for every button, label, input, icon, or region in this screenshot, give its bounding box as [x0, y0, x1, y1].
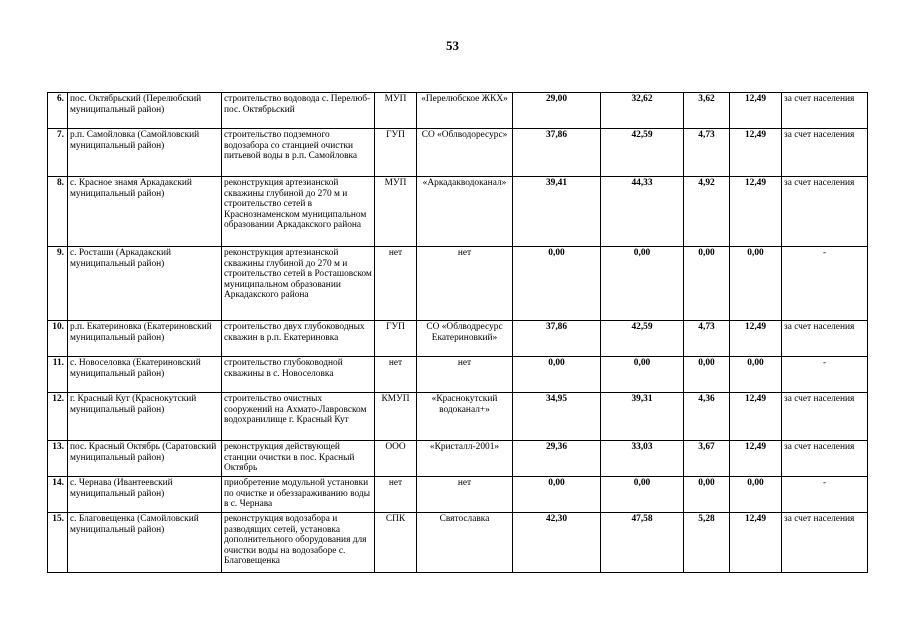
locality-cell: с. Чернава (Ивантеевский муниципальный район)	[68, 477, 222, 513]
value-1-cell: 37,86	[513, 321, 601, 357]
enterprise-cell: Святославка	[417, 513, 513, 573]
org-form-cell: МУП	[375, 93, 417, 129]
enterprise-cell: «Кристалл-2001»	[417, 441, 513, 477]
table-row	[48, 513, 868, 573]
value-1-cell: 34,95	[513, 393, 601, 441]
enterprise-cell: нет	[417, 477, 513, 513]
row-number: 14.	[48, 477, 68, 513]
table-row	[48, 357, 868, 393]
value-4-cell: 12,49	[730, 441, 782, 477]
table-body	[48, 93, 868, 573]
enterprise-cell: нет	[417, 247, 513, 321]
value-4-cell: 12,49	[730, 321, 782, 357]
work-description-cell: приобретение модульной установки по очистке и обеззараживанию воды в с. Чернава	[222, 477, 375, 513]
locality-cell: пос. Октябрьский (Перелюбский муниципальный район)	[68, 93, 222, 129]
work-description-cell: строительство водовода с. Перелюб-пос. Октябрьский	[222, 93, 375, 129]
funding-source-cell: -	[782, 247, 868, 321]
row-number: 13.	[48, 441, 68, 477]
row-number: 15.	[48, 513, 68, 573]
value-2-cell: 44,33	[601, 177, 684, 247]
row-number: 7.	[48, 129, 68, 177]
org-form-cell: нет	[375, 247, 417, 321]
value-3-cell: 3,62	[684, 93, 730, 129]
funding-source-cell: за счет населения	[782, 393, 868, 441]
enterprise-cell: «Аркадакводоканал»	[417, 177, 513, 247]
org-form-cell: нет	[375, 357, 417, 393]
value-4-cell: 12,49	[730, 393, 782, 441]
value-4-cell: 12,49	[730, 177, 782, 247]
row-number: 11.	[48, 357, 68, 393]
table-row	[48, 129, 868, 177]
org-form-cell: ГУП	[375, 321, 417, 357]
locality-cell: с. Благовещенка (Самойловский муниципальный район)	[68, 513, 222, 573]
row-number: 9.	[48, 247, 68, 321]
value-1-cell: 0,00	[513, 247, 601, 321]
value-1-cell: 39,41	[513, 177, 601, 247]
value-2-cell: 0,00	[601, 247, 684, 321]
value-1-cell: 0,00	[513, 477, 601, 513]
row-number: 8.	[48, 177, 68, 247]
org-form-cell: ООО	[375, 441, 417, 477]
enterprise-cell: «Краснокутский водоканал+»	[417, 393, 513, 441]
page-number: 53	[446, 38, 459, 53]
value-4-cell: 0,00	[730, 247, 782, 321]
value-4-cell: 12,49	[730, 129, 782, 177]
funding-source-cell: за счет населения	[782, 441, 868, 477]
work-description-cell: реконструкция артезианской скважины глубиной до 270 м и строительство сетей в Краснознаменском муниципальном образовании Аркадакского района	[222, 177, 375, 247]
funding-source-cell: за счет населения	[782, 513, 868, 573]
work-description-cell: строительство глубоководной скважины в с. Новоселовка	[222, 357, 375, 393]
table-row	[48, 321, 868, 357]
locality-cell: р.п. Самойловка (Самойловский муниципальный район)	[68, 129, 222, 177]
value-1-cell: 37,86	[513, 129, 601, 177]
funding-source-cell: за счет населения	[782, 177, 868, 247]
work-description-cell: строительство очистных сооружений на Ахмато-Лавровском водохранилище г. Красный Кут	[222, 393, 375, 441]
value-2-cell: 0,00	[601, 357, 684, 393]
value-3-cell: 4,36	[684, 393, 730, 441]
work-description-cell: строительство подземного водозабора со станцией очистки питьевой воды в р.п. Самойловка	[222, 129, 375, 177]
value-4-cell: 12,49	[730, 513, 782, 573]
work-description-cell: реконструкция действующей станции очистки в пос. Красный Октябрь	[222, 441, 375, 477]
enterprise-cell: СО «Облводоресурс»	[417, 129, 513, 177]
value-2-cell: 32,62	[601, 93, 684, 129]
locality-cell: с. Росташи (Аркадакский муниципальный район)	[68, 247, 222, 321]
value-3-cell: 0,00	[684, 477, 730, 513]
funding-source-cell: -	[782, 477, 868, 513]
org-form-cell: ГУП	[375, 129, 417, 177]
funding-source-cell: за счет населения	[782, 321, 868, 357]
table-row	[48, 177, 868, 247]
work-description-cell: реконструкция артезианской скважины глубиной до 270 м и строительство сетей в Росташовском муниципальном образовании Аркадакского района	[222, 247, 375, 321]
row-number: 12.	[48, 393, 68, 441]
table-row	[48, 477, 868, 513]
row-number: 10.	[48, 321, 68, 357]
table-row	[48, 393, 868, 441]
table-row	[48, 247, 868, 321]
enterprise-cell: «Перелюбское ЖКХ»	[417, 93, 513, 129]
value-3-cell: 4,73	[684, 129, 730, 177]
org-form-cell: нет	[375, 477, 417, 513]
funding-source-cell: за счет населения	[782, 129, 868, 177]
locality-cell: с. Красное знамя Аркадакский муниципальный район)	[68, 177, 222, 247]
value-3-cell: 5,28	[684, 513, 730, 573]
work-description-cell: реконструкция водозабора и разводящих сетей, установка дополнительного оборудования для очистки воды на водозаборе с. Благовещенка	[222, 513, 375, 573]
locality-cell: р.п. Екатериновка (Екатериновский муниципальный район)	[68, 321, 222, 357]
funding-source-cell: -	[782, 357, 868, 393]
value-3-cell: 4,92	[684, 177, 730, 247]
locality-cell: пос. Красный Октябрь (Саратовский муниципальный район)	[68, 441, 222, 477]
org-form-cell: КМУП	[375, 393, 417, 441]
row-number: 6.	[48, 93, 68, 129]
work-description-cell: строительство двух глубоководных скважин в р.п. Екатериновка	[222, 321, 375, 357]
org-form-cell: СПК	[375, 513, 417, 573]
value-1-cell: 29,00	[513, 93, 601, 129]
table-row	[48, 441, 868, 477]
value-4-cell: 0,00	[730, 357, 782, 393]
value-3-cell: 0,00	[684, 357, 730, 393]
value-2-cell: 33,03	[601, 441, 684, 477]
locality-cell: г. Красный Кут (Краснокутский муниципальный район)	[68, 393, 222, 441]
value-2-cell: 42,59	[601, 129, 684, 177]
value-2-cell: 47,58	[601, 513, 684, 573]
enterprise-cell: СО «Облводресурс Екатериновкий»	[417, 321, 513, 357]
org-form-cell: МУП	[375, 177, 417, 247]
water-projects-table	[47, 92, 868, 573]
value-2-cell: 0,00	[601, 477, 684, 513]
value-2-cell: 42,59	[601, 321, 684, 357]
locality-cell: с. Новоселовка (Екатериновский муниципальный район)	[68, 357, 222, 393]
value-2-cell: 39,31	[601, 393, 684, 441]
value-1-cell: 29,36	[513, 441, 601, 477]
value-1-cell: 0,00	[513, 357, 601, 393]
funding-source-cell: за счет населения	[782, 93, 868, 129]
value-3-cell: 4,73	[684, 321, 730, 357]
value-3-cell: 0,00	[684, 247, 730, 321]
table-row	[48, 93, 868, 129]
value-1-cell: 42,30	[513, 513, 601, 573]
enterprise-cell: нет	[417, 357, 513, 393]
value-4-cell: 0,00	[730, 477, 782, 513]
value-3-cell: 3,67	[684, 441, 730, 477]
value-4-cell: 12,49	[730, 93, 782, 129]
